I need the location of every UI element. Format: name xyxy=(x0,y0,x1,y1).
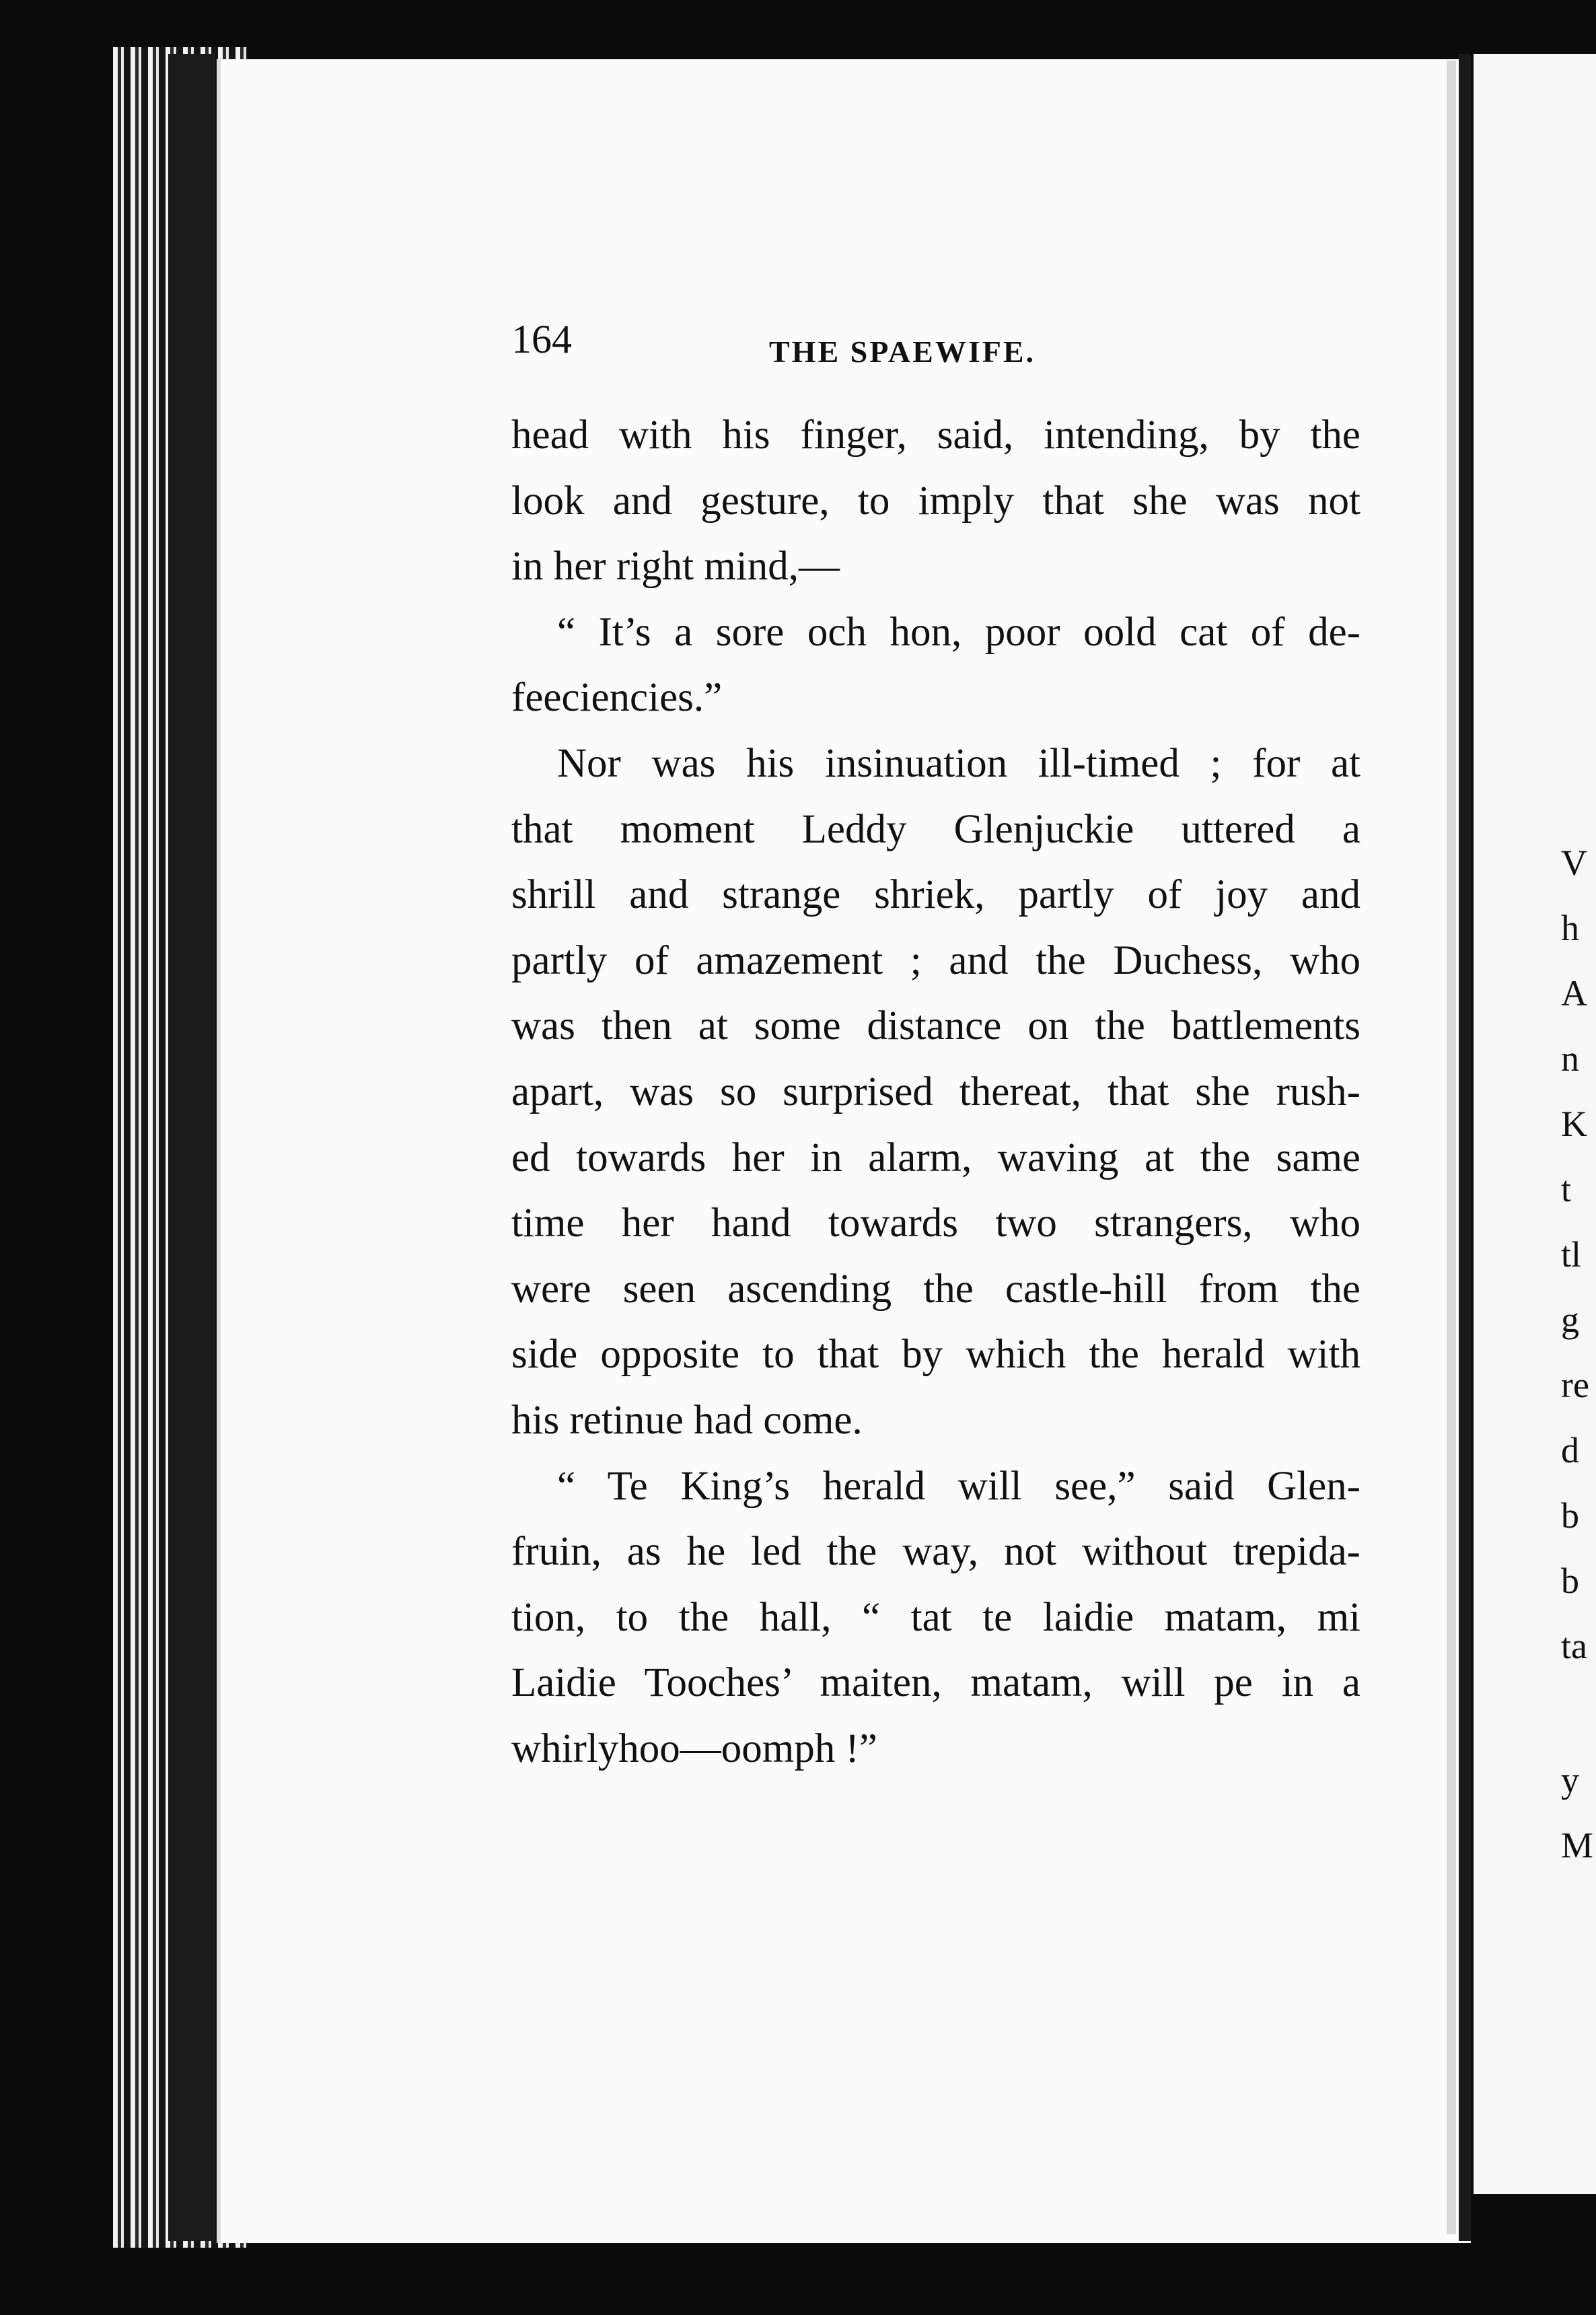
running-head xyxy=(511,316,1359,377)
text-line: tion, to the hall, “ tat te laidie matam, mi xyxy=(511,1594,1361,1640)
facing-fragment: V xyxy=(1561,843,1587,883)
facing-fragment: b xyxy=(1561,1495,1579,1536)
facing-fragment: y xyxy=(1561,1760,1579,1800)
facing-fragment: g xyxy=(1561,1299,1579,1340)
text-line: look and gesture, to imply that she was not xyxy=(511,478,1361,524)
text-line: “ It’s a sore och hon, poor oold cat of de- xyxy=(557,609,1361,655)
facing-fragment: h xyxy=(1561,908,1579,948)
facing-fragment: A xyxy=(1561,973,1587,1013)
text-line: were seen ascending the castle-hill from the xyxy=(511,1266,1361,1312)
text-line: that moment Leddy Glenjuckie uttered a xyxy=(511,806,1361,852)
facing-fragment: d xyxy=(1561,1430,1579,1470)
facing-fragment: n xyxy=(1561,1038,1579,1079)
text-line: was then at some distance on the battlements xyxy=(511,1003,1361,1049)
text-line: time her hand towards two strangers, who xyxy=(511,1201,1361,1246)
text-line: side opposite to that by which the herald with xyxy=(511,1332,1361,1378)
body-text xyxy=(511,402,1361,1781)
text-line: ed towards her in alarm, waving at the same xyxy=(511,1135,1361,1180)
text-line: fruin, as he led the way, not without trepida- xyxy=(511,1529,1361,1575)
page-number: 164 xyxy=(511,317,572,361)
text-line: in her right mind,— xyxy=(511,544,840,590)
facing-fragment: b xyxy=(1561,1561,1579,1601)
running-title: THE SPAEWIFE. xyxy=(769,334,1036,369)
facing-fragment: re xyxy=(1561,1365,1589,1405)
gutter-line xyxy=(1459,54,1471,2241)
book-spine-shadow xyxy=(168,54,215,2241)
facing-fragment: K xyxy=(1561,1104,1587,1144)
text-line: head with his finger, said, intending, by the xyxy=(511,413,1361,458)
gutter-shade xyxy=(1447,61,1456,2234)
facing-fragment: tl xyxy=(1561,1234,1582,1275)
text-line: Nor was his insinuation ill-timed ; for at xyxy=(557,740,1361,786)
facing-fragment: ta xyxy=(1561,1626,1587,1666)
text-line: his retinue had come. xyxy=(511,1397,863,1443)
text-line: “ Te King’s herald will see,” said Glen- xyxy=(557,1463,1361,1509)
text-line: feeciencies.” xyxy=(511,675,723,721)
text-line: whirlyhoo—oomph !” xyxy=(511,1725,877,1771)
text-line: shrill and strange shriek, partly of joy and xyxy=(511,872,1361,918)
facing-fragment: t xyxy=(1561,1169,1572,1209)
text-line: partly of amazement ; and the Duchess, who xyxy=(511,937,1361,983)
facing-fragment: M xyxy=(1561,1825,1594,1865)
text-line: Laidie Tooches’ maiten, matam, will pe in a xyxy=(511,1660,1361,1706)
text-line: apart, was so surprised thereat, that she rush- xyxy=(511,1069,1361,1114)
